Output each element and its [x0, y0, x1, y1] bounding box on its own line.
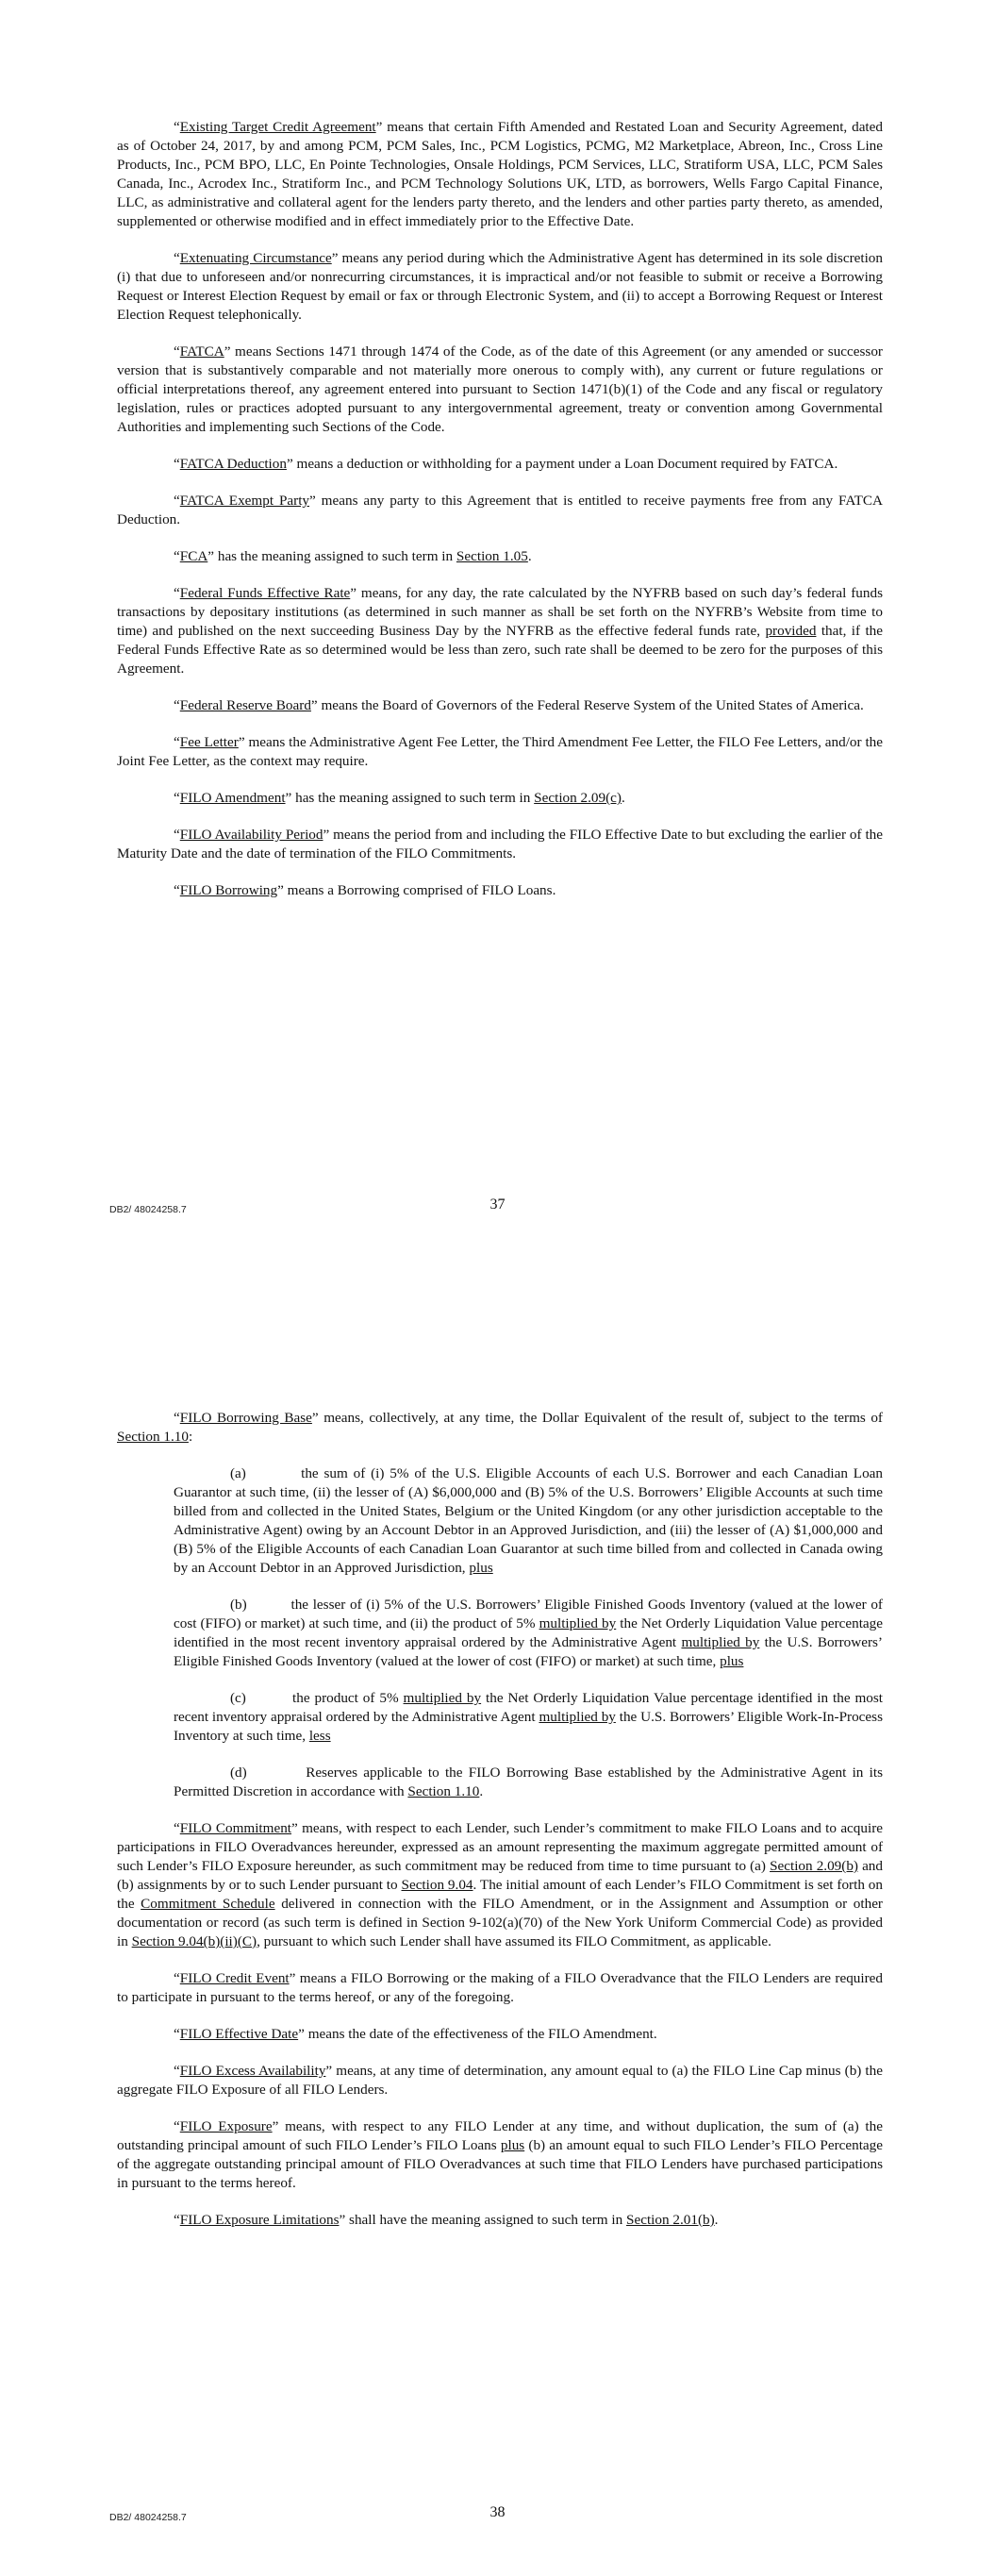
document-id-footer: DB2/ 48024258.7 — [109, 1204, 187, 1215]
defined-term: FATCA Deduction — [179, 456, 287, 472]
definition-extenuating-circumstance: “Extenuating Circumstance” means any period during which the Administrative Agent has determined in its sole discretion (i) that due to unforeseen and/or nonrecurring circumstances, it is impractical and/or not feasible to submit or receive a Borrowing Request or Interest Election Request by email or fax or through Electronic System, and (ii) to accept a Borrowing Request or Interest Election Request telephonically. — [117, 250, 883, 323]
clause-label: (d) — [230, 1765, 247, 1781]
defined-term: FILO Amendment — [179, 790, 286, 806]
definition-filo-excess-availability: “FILO Excess Availability” means, at any time of determination, any amount equal to (a) the FILO Line Cap minus (b) the aggregate FILO Exposure of all FILO Lenders. — [117, 2063, 883, 2098]
clause-b: (b) the lesser of (i) 5% of the U.S. Borrowers’ Eligible Finished Goods Inventory (valued at the lower of cost (FIFO) or market) at such time, and (ii) the product of 5% multiplied by the Net Orderly Liquidation Value percentage identified in the most recent inventory appraisal ordered by the Administrative Agent multiplied by the U.S. Borrowers’ Eligible Finished Goods Inventory (valued at the lower of cost (FIFO) or market) at such time, plus — [174, 1597, 884, 1669]
clause-a: (a) the sum of (i) 5% of the U.S. Eligible Accounts of each U.S. Borrower and each Canadian Loan Guarantor at such time, (ii) the lesser of (A) $6,000,000 and (B) 5% of the U.S. Borrowers’ Eligible Accounts at such time billed from and collected in the United States, Belgium or the United Kingdom (or any other jurisdiction acceptable to the Administrative Agent) owing by an Account Debtor in an Approved Jurisdiction, and (iii) the lesser of (A) $1,000,000 and (B) 5% of the Eligible Accounts of each Canadian Loan Guarantor at such time billed from and collected in Canada owing by an Account Debtor in an Approved Jurisdiction, plus — [174, 1465, 884, 1576]
defined-term: FATCA — [179, 343, 224, 360]
definition-existing-target-credit-agreement: “Existing Target Credit Agreement” means that certain Fifth Amended and Restated Loan and Security Agreement, dated as of October 24, 2017, by and among PCM, PCM Sales, Inc., PCM Logistics, PCMG, M2 Marketplace, Abreon, Inc., Cross Line Products, Inc., PCM BPO, LLC, En Pointe Technologies, Onsale Holdings, PCM Services, LLC, Stratiform USA, LLC, PCM Sales Canada, Inc., Acrodex Inc., Stratiform Inc., and PCM Technology Solutions UK, LTD, as borrowers, Wells Fargo Capital Finance, LLC, as administrative and collateral agent for the lenders party thereto, and the lenders and other parties party thereto, as amended, supplemented or otherwise modified and in effect immediately prior to the Effective Date. — [117, 119, 883, 229]
defined-term: FILO Excess Availability — [179, 2063, 326, 2079]
defined-term: FILO Availability Period — [179, 827, 323, 843]
defined-term: FATCA Exempt Party — [179, 493, 310, 509]
defined-term: FILO Exposure Limitations — [179, 2212, 340, 2228]
definition-fatca: “FATCA” means Sections 1471 through 1474 of the Code, as of the date of this Agreement (or any amended or successor version that is substantively comparable and not materially more onerous to comply with), any current or future regulations or official interpretations thereof, any agreement entered into pursuant to Section 1471(b)(1) of the Code and any fiscal or regulatory legislation, rules or practices adopted pursuant to any intergovernmental agreement, treaty or convention among Governmental Authorities and implementing such Sections of the Code. — [117, 343, 883, 435]
definition-federal-funds-effective-rate: “Federal Funds Effective Rate” means, for any day, the rate calculated by the NYFRB based on such day’s federal funds transactions by depositary institutions (as determined in such manner as shall be set forth on the NYFRB’s Website from time to time) and published on the next succeeding Business Day by the NYFRB as the effective federal funds rate, provided that, if the Federal Funds Effective Rate as so determined would be less than zero, such rate shall be deemed to be zero for the purposes of this Agreement. — [117, 585, 883, 677]
definition-filo-commitment: “FILO Commitment” means, with respect to each Lender, such Lender’s commitment to make FILO Loans and to acquire participations in FILO Overadvances hereunder, expressed as an amount representing the maximum aggregate permitted amount of such Lender’s FILO Exposure hereunder, as such commitment may be reduced from time to time pursuant to (a) Section 2.09(b) and (b) assignments by or to such Lender pursuant to Section 9.04. The initial amount of each Lender’s FILO Commitment is set forth on the Commitment Schedule delivered in connection with the FILO Amendment, or in the Assignment and Assumption or other documentation or record (as such term is defined in Section 9-102(a)(70) of the New York Uniform Commercial Code) as provided in Section 9.04(b)(ii)(C), pursuant to which such Lender shall have assumed its FILO Commitment, as applicable. — [117, 1820, 884, 1949]
page-38 — [0, 1288, 995, 2576]
definition-fatca-deduction: “FATCA Deduction” means a deduction or withholding for a payment under a Loan Document required by FATCA. — [174, 456, 838, 472]
definition-federal-reserve-board: “Federal Reserve Board” means the Board of Governors of the Federal Reserve System of the United States of America. — [174, 697, 864, 713]
clause-d: (d) Reserves applicable to the FILO Borrowing Base established by the Administrative Agent in its Permitted Discretion in accordance with Section 1.10. — [174, 1765, 883, 1799]
defined-term: FILO Effective Date — [179, 2026, 299, 2042]
defined-term: FILO Borrowing Base — [179, 1410, 312, 1426]
defined-term: Federal Funds Effective Rate — [179, 585, 351, 601]
definition-filo-borrowing-base: “FILO Borrowing Base” means, collectively, at any time, the Dollar Equivalent of the result of, subject to the terms of Section 1.10: — [117, 1410, 883, 1445]
definition-filo-amendment: “FILO Amendment” has the meaning assigned to such term in Section 2.09(c). — [174, 790, 625, 806]
defined-term: Federal Reserve Board — [179, 697, 311, 713]
definition-filo-effective-date: “FILO Effective Date” means the date of the effectiveness of the FILO Amendment. — [174, 2026, 657, 2042]
page-number: 37 — [489, 1196, 506, 1213]
clause-label: (b) — [230, 1597, 247, 1613]
proviso-word: provided — [765, 623, 817, 639]
page-37-body — [117, 118, 883, 918]
definition-filo-availability-period: “FILO Availability Period” means the period from and including the FILO Effective Date to but excluding the earlier of the Maturity Date and the date of termination of the FILO Commitments. — [117, 827, 884, 861]
clause-c: (c) the product of 5% multiplied by the Net Orderly Liquidation Value percentage identified in the most recent inventory appraisal ordered by the Administrative Agent multiplied by the U.S. Borrowers’ Eligible Work-In-Process Inventory at such time, less — [174, 1690, 884, 1744]
defined-term: Extenuating Circumstance — [179, 250, 332, 266]
section-reference: Section 1.10 — [407, 1783, 480, 1799]
defined-term: FILO Exposure — [179, 2118, 273, 2134]
definition-fatca-exempt-party: “FATCA Exempt Party” means any party to this Agreement that is entitled to receive payments free from any FATCA Deduction. — [117, 493, 883, 527]
defined-term: FILO Borrowing — [179, 882, 278, 898]
definition-filo-exposure: “FILO Exposure” means, with respect to any FILO Lender at any time, and without duplication, the sum of (a) the outstanding principal amount of such FILO Lender’s FILO Loans plus (b) an amount equal to such FILO Lender’s FILO Percentage of the aggregate outstanding principal amount of FILO Overadvances at such time that FILO Lenders have purchased participations in pursuant to the terms hereof. — [117, 2118, 883, 2191]
section-reference: Section 1.05 — [456, 548, 528, 564]
document-id-footer: DB2/ 48024258.7 — [109, 2512, 187, 2523]
clause-label: (c) — [230, 1690, 246, 1706]
definition-filo-credit-event: “FILO Credit Event” means a FILO Borrowing or the making of a FILO Overadvance that the FILO Lenders are required to participate in pursuant to the terms hereof, or any of the foregoing. — [117, 1970, 883, 2005]
definition-fee-letter: “Fee Letter” means the Administrative Agent Fee Letter, the Third Amendment Fee Letter, the FILO Fee Letters, and/or the Joint Fee Letter, as the context may require. — [117, 734, 883, 769]
defined-term: FCA — [179, 548, 208, 564]
section-reference: Section 2.01(b) — [626, 2212, 715, 2228]
definition-filo-exposure-limitations: “FILO Exposure Limitations” shall have the meaning assigned to such term in Section 2.01(b). — [174, 2212, 719, 2228]
section-reference: Section 1.10 — [117, 1429, 189, 1445]
definition-filo-borrowing: “FILO Borrowing” means a Borrowing comprised of FILO Loans. — [174, 882, 556, 898]
defined-term: Fee Letter — [179, 734, 239, 750]
definition-fca: “FCA” has the meaning assigned to such term in Section 1.05. — [174, 548, 532, 564]
clause-label: (a) — [230, 1465, 246, 1481]
defined-term: Existing Target Credit Agreement — [179, 119, 376, 135]
defined-term: FILO Credit Event — [179, 1970, 290, 1986]
defined-term: FILO Commitment — [179, 1820, 292, 1836]
page-number: 38 — [489, 2504, 506, 2520]
page-38-body — [117, 1409, 883, 2248]
section-reference: Section 2.09(c) — [534, 790, 622, 806]
